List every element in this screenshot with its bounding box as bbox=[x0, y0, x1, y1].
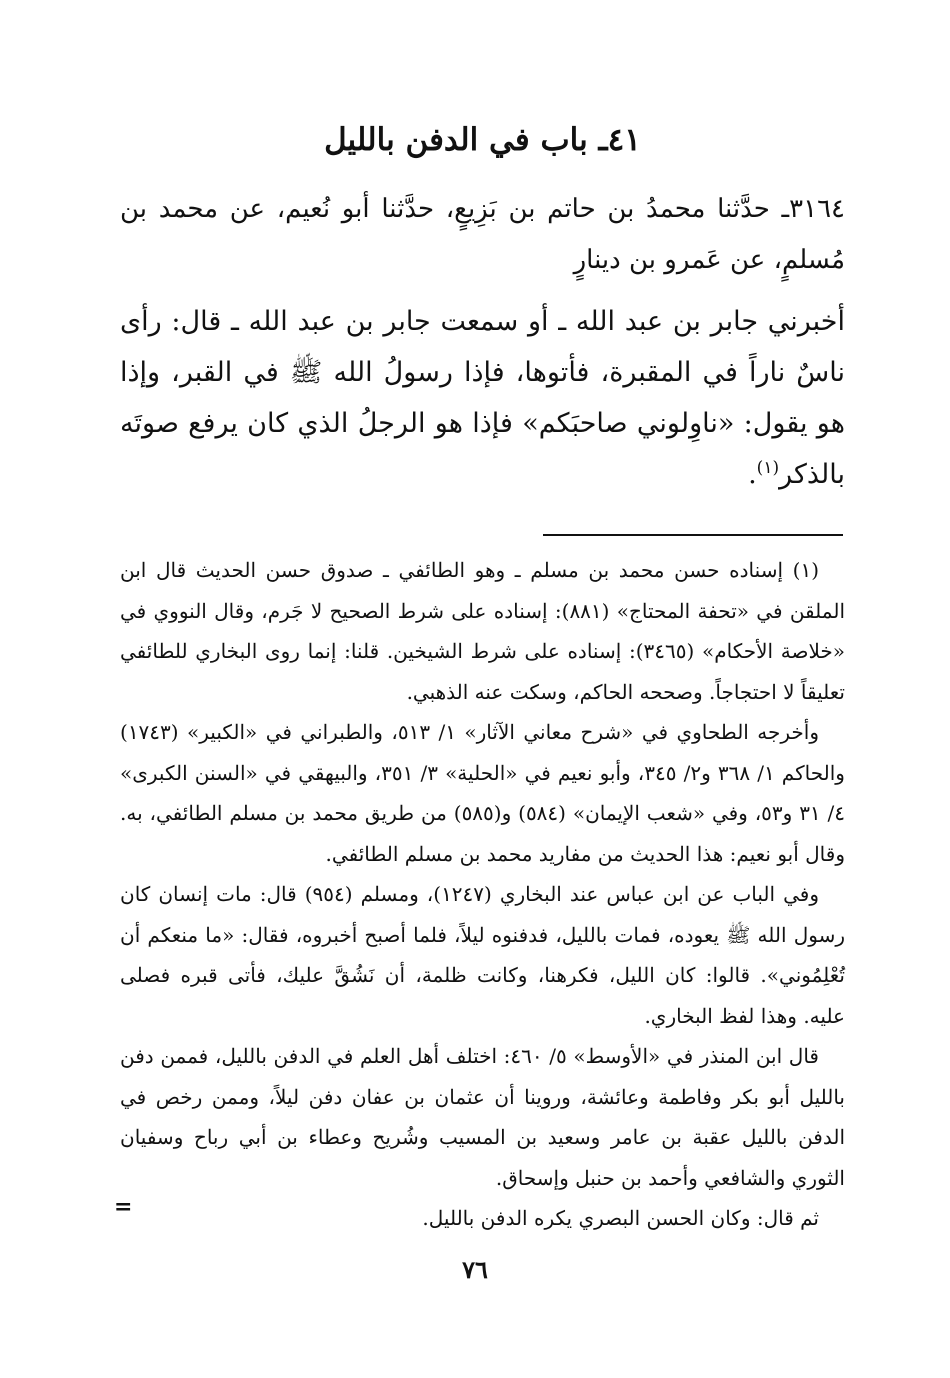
page-number: ٧٦ bbox=[462, 1255, 488, 1284]
footnote-reference: (١) bbox=[756, 458, 780, 478]
footnote-paragraph: ثم قال: وكان الحسن البصري يكره الدفن بالليل. bbox=[422, 1206, 819, 1230]
hadith-end-mark: . bbox=[748, 459, 757, 490]
footnote-paragraph: وأخرجه الطحاوي في «شرح معاني الآثار» ١/ ٥١٣، والطبراني في «الكبير» (١٧٤٣) والحاكم ١/ ٣٦٨ و٢/ ٣٤٥، وأبو نعيم في «الحلية» ٣/ ٣٥١، والبيهقي في «السنن الكبرى» ٤/ ٣١ و٥٣، وفي «شعب الإيمان» (٥٨٤) و(٥٨٥) من طريق محمد بن مسلم الطائفي، به. وقال أبو نعيم: هذا الحديث من مفاريد محمد بن مسلم الطائفي. bbox=[120, 720, 846, 866]
hadith-isnad: ٣١٦٤ـ حدَّثنا محمدُ بن حاتم بن بَزِيعٍ، حدَّثنا أبو نُعيم، عن محمد بن مُسلمٍ، عن عَمرو بن دينارٍ bbox=[120, 194, 845, 275]
hadith-matn-text: أخبرني جابر بن عبد الله ـ أو سمعت جابر بن عبد الله ـ قال: رأى ناسٌ ناراً في المقبرة، فأتوها، فإذا رسولُ الله ﷺ في القبر، وإذا هو يقول: «ناوِلوني صاحبَكم» فإذا هو الرجلُ الذي كان يرفع صوتَه بالذكر bbox=[120, 306, 845, 490]
continuation-mark: = bbox=[114, 1194, 133, 1220]
footnotes bbox=[120, 550, 845, 1239]
footnote-divider bbox=[543, 534, 843, 536]
footnote-paragraph: وفي الباب عن ابن عباس عند البخاري (١٢٤٧)، ومسلم (٩٥٤) قال: مات إنسان كان رسول الله ﷺ يعوده، فمات بالليل، فدفنوه ليلاً، فلما أصبح أخبروه، فقال: «ما منعكم أن تُعْلِمُوني». قالوا: كان الليل، فكرهنا، وكانت ظلمة، أن نَشُقَّ عليك، فأتى قبره فصلى عليه. وهذا لفظ البخاري. bbox=[120, 882, 845, 1028]
page-body bbox=[120, 110, 845, 1239]
footnote-paragraph: (١) إسناده حسن محمد بن مسلم ـ وهو الطائفي ـ صدوق حسن الحديث قال ابن الملقن في «تحفة المحتاج» (٨٨١): إسناده على شرط الصحيح لا جَرم، وقال النووي في «خلاصة الأحكام» (٣٤٦٥): إسناده على شرط الشيخين. قلنا: إنما روى البخاري للطائفي تعليقاً لا احتجاجاً. وصححه الحاكم، وسكت عنه الذهبي. bbox=[120, 558, 846, 704]
hadith-matn bbox=[120, 296, 845, 500]
chapter-title: ٤١ـ باب في الدفن بالليل bbox=[324, 122, 641, 158]
footnote-paragraph: قال ابن المنذر في «الأوسط» ٥/ ٤٦٠: اختلف أهل العلم في الدفن بالليل، فممن دفن بالليل أبو بكر وفاطمة وعائشة، وروينا أن عثمان بن عفان دفن ليلاً، وممن رخص في الدفن بالليل عقبة بن عامر وسعيد بن المسيب وشُريح وعطاء بن أبي رباح وسفيان الثوري والشافعي وأحمد بن حنبل وإسحاق. bbox=[120, 1044, 845, 1190]
